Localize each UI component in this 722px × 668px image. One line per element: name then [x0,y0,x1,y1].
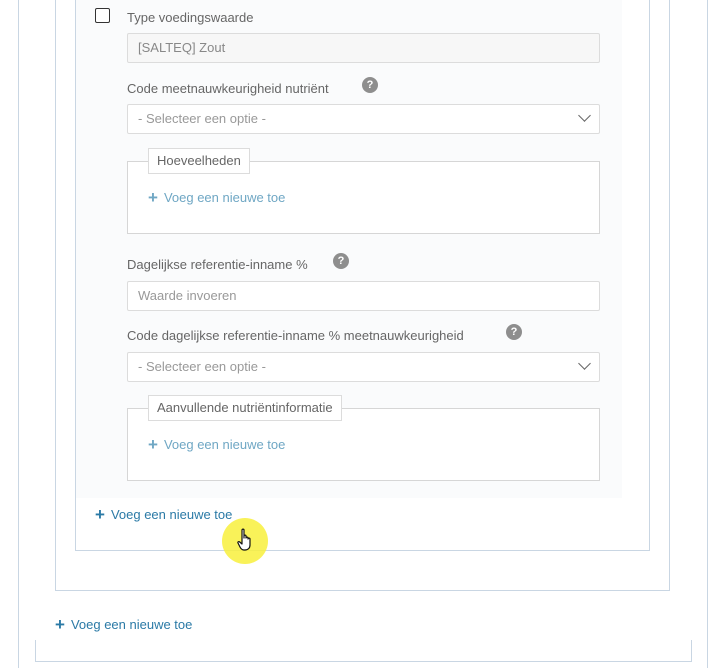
quantities-add-label: Voeg een nieuwe toe [163,190,286,205]
daily-ref-label: Dagelijkse referentie-inname % [127,257,308,272]
daily-ref-input[interactable] [127,281,600,311]
precision-code-label: Code meetnauwkeurigheid nutriënt [127,81,329,96]
question-circle-icon[interactable]: ? [333,253,349,269]
question-circle-icon[interactable]: ? [362,77,378,93]
type-nutrient-field[interactable] [127,33,600,63]
precision-code-select[interactable] [127,104,600,134]
outer-section-bottom [35,640,692,662]
type-nutrient-value: [SALTEQ] Zout [138,40,226,55]
plus-icon: + [55,615,65,634]
plus-icon: + [148,188,158,207]
plus-icon: + [95,505,105,524]
additional-info-add-link[interactable] [148,435,285,455]
daily-ref-precision-placeholder: - Selecteer een optie - [138,359,266,374]
plus-icon: + [148,435,158,454]
add-nutrient-label: Voeg een nieuwe toe [110,507,233,522]
hand-pointer-icon [237,528,255,552]
quantities-add-link[interactable] [148,188,285,208]
additional-info-legend: Aanvullende nutriëntinformatie [148,395,342,421]
daily-ref-placeholder: Waarde invoeren [138,288,237,303]
add-nutrient-group-label: Voeg een nieuwe toe [70,617,193,632]
nutrient-select-checkbox[interactable] [95,8,110,23]
precision-code-placeholder: - Selecteer een optie - [138,111,266,126]
type-nutrient-label: Type voedingswaarde [127,10,254,25]
quantities-legend: Hoeveelheden [148,148,250,174]
daily-ref-precision-select[interactable] [127,352,600,382]
daily-ref-precision-label: Code dagelijkse referentie-inname % meetnauwkeurigheid [127,328,464,343]
question-circle-icon[interactable]: ? [506,324,522,340]
add-nutrient-link[interactable] [95,505,232,525]
chevron-down-icon [578,357,591,370]
add-nutrient-group-link[interactable] [55,615,192,635]
additional-info-add-label: Voeg een nieuwe toe [163,437,286,452]
chevron-down-icon [578,109,591,122]
